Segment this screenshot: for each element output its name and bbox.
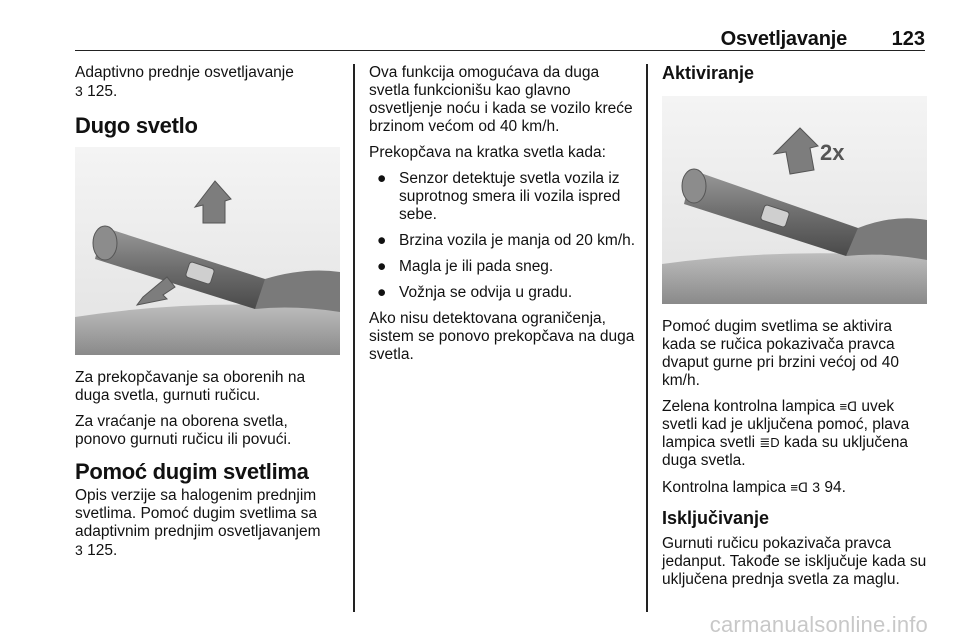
column-1 <box>75 64 340 568</box>
assist-ref-page: 125. <box>82 542 118 559</box>
figure-lever-push-pull <box>75 147 340 355</box>
page-number: 123 <box>891 28 925 50</box>
paragraph-return-lever: Za vraćanje na oborena svetla, ponovo gurnuti ručicu ili povući. <box>75 413 292 448</box>
list-item: ● Magla je ili pada sneg. <box>377 258 554 275</box>
paragraph-control-lamp: Kontrolna lampica ≡ᗡ 3 94. <box>662 479 846 496</box>
list-item: ● Vožnja se odvija u gradu. <box>377 284 573 301</box>
paragraph-function: Ova funkcija omogućava da duga svetla funkcionišu kao glavno osvetljenje noću i kada se vozilo kreće brzinom većom od 40 km/h. <box>369 64 633 135</box>
intro-text: Adaptivno prednje osvetljavanje <box>75 64 294 81</box>
list-item: ● Brzina vozila je manja od 20 km/h. <box>377 232 636 249</box>
figure-lever-push-twice <box>662 96 927 304</box>
high-beam-lamp-icon: ≣D <box>759 435 780 450</box>
column-divider-2 <box>646 64 648 612</box>
column-2 <box>369 64 637 372</box>
paragraph-switch-low: Prekopčava na kratka svetla kada: <box>369 144 606 161</box>
chapter-title: Osvetljavanje <box>720 28 847 50</box>
auto-high-beam-lamp-icon: ≡ᗡ <box>839 399 858 414</box>
page-reference-arrow-icon: 3 <box>812 479 821 495</box>
auto-high-beam-lamp-icon: ≡ᗡ <box>790 480 808 495</box>
column-divider-1 <box>353 64 355 612</box>
heading-high-beam-assist: Pomoć dugim svetlima <box>75 459 309 484</box>
page-header <box>75 28 925 51</box>
heading-activation: Aktiviranje <box>662 63 755 83</box>
figure-label-2x: 2x <box>820 140 845 165</box>
page-reference-arrow-icon: 3 <box>75 542 83 558</box>
paragraph-push-lever: Za prekopčavanje sa oborenih na duga svetla, gurnuti ručicu. <box>75 369 306 404</box>
paragraph-assist-intro: Opis verzije sa halogenim prednjim svetlima. Pomoć dugim svetlima sa adaptivnim prednjim osvetljavanjem <box>75 487 321 540</box>
heading-high-beam: Dugo svetlo <box>75 113 198 138</box>
heading-deactivation: Isključivanje <box>662 508 770 528</box>
paragraph-lamps: Zelena kontrolna lampica ≡ᗡ uvek svetli kad je uključena pomoć, plava lampica svetli ≣D kada su uključena duga svetla. <box>662 398 910 469</box>
conditions-list <box>369 170 637 302</box>
paragraph-activation: Pomoć dugim svetlima se aktivira kada se ručica pokazivača pravca dvaput gurne pri brzini većoj od 40 km/h. <box>662 318 899 389</box>
list-item: ● Senzor detektuje svetla vozila iz suprotnog smera ili vozila ispred sebe. <box>377 170 621 223</box>
intro-ref-page: 125. <box>82 83 118 100</box>
page-reference-arrow-icon: 3 <box>75 83 83 99</box>
paragraph-deactivation: Gurnuti ručicu pokazivača pravca jedanput. Takođe se isključuje kada su uključena prednja svetla za maglu. <box>662 535 927 588</box>
paragraph-reactivate: Ako nisu detektovana ograničenja, sistem se ponovo prekopčava na duga svetla. <box>369 310 635 363</box>
watermark: carmanualsonline.info <box>709 612 928 637</box>
column-3 <box>662 64 927 597</box>
